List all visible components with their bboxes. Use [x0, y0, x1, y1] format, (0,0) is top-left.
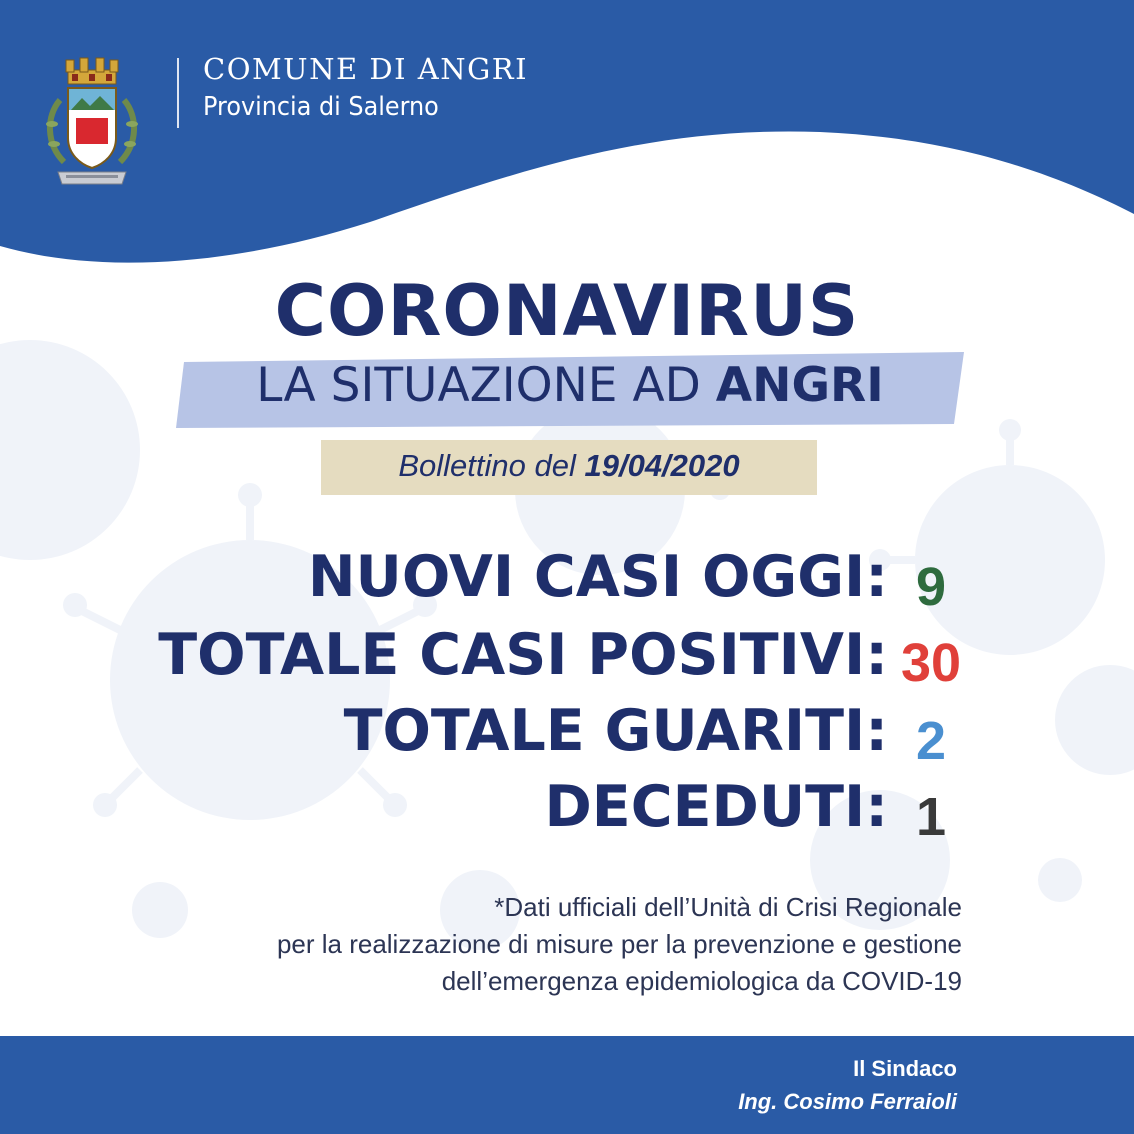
footer-bar [0, 1036, 1134, 1134]
bulletin-label [321, 448, 817, 484]
bulletin-prefix: Bollettino del [398, 448, 585, 483]
stat-label-recovered: TOTALE GUARITI: [343, 698, 888, 764]
stat-value-new-cases: 9 [915, 557, 947, 617]
coat-of-arms-icon [38, 52, 146, 192]
subtitle-regular: LA SITUAZIONE AD [256, 358, 716, 413]
stat-label-deaths: DECEDUTI: [544, 774, 888, 840]
stat-label-new-cases: NUOVI CASI OGGI: [307, 544, 888, 610]
footnote-line: per la realizzazione di misure per la prevenzione e gestione [276, 929, 962, 959]
stat-label-total-positive: TOTALE CASI POSITIVI: [158, 622, 888, 688]
stat-value-total-positive: 30 [900, 633, 962, 693]
header-wave [0, 0, 1134, 280]
subtitle-city: ANGRI [715, 358, 884, 413]
signer-name: Ing. Cosimo Ferraioli [738, 1089, 957, 1114]
org-name: COMUNE DI ANGRI [203, 52, 529, 86]
subtitle [176, 358, 964, 413]
footnote-line: dell’emergenza epidemiologica da COVID-19 [441, 966, 962, 996]
stat-value-deaths: 1 [915, 787, 947, 847]
signer-title: Il Sindaco [853, 1056, 957, 1081]
bulletin-date: 19/04/2020 [584, 448, 740, 483]
footnote-line: *Dati ufficiali dell’Unità di Crisi Regionale [494, 892, 962, 922]
header-divider [177, 58, 179, 128]
stat-value-recovered: 2 [915, 711, 947, 771]
page-title: CORONAVIRUS [274, 270, 860, 352]
org-subtitle: Provincia di Salerno [203, 92, 439, 122]
